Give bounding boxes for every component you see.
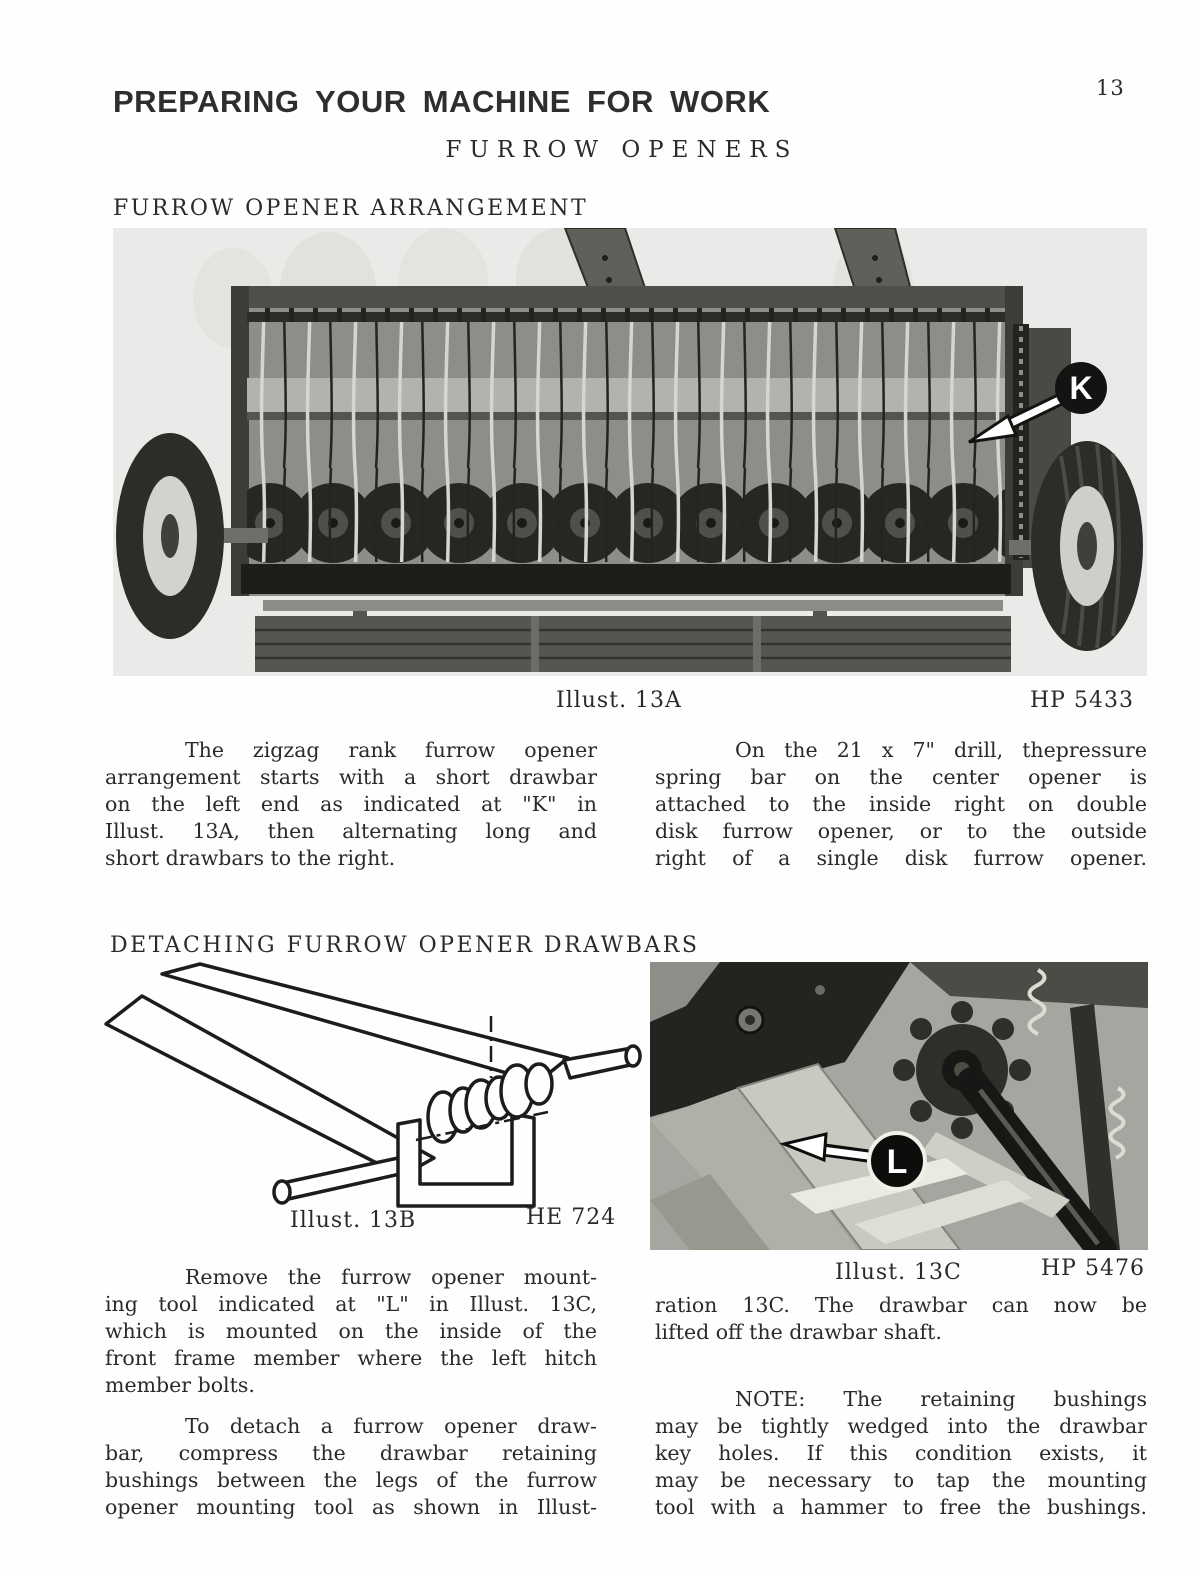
paragraph [655,737,1147,872]
text-line: spring bar on the center opener is [655,765,1147,789]
text-line: ration 13C. The drawbar can now be [655,1293,1147,1317]
detaching-right-column [655,1292,1147,1521]
mounting-tool-line-drawing [98,960,646,1210]
text-line: NOTE: The retaining bushings [735,1387,1147,1411]
text-line: may be necessary to tap the mounting [655,1468,1147,1492]
page-title: PREPARING YOUR MACHINE FOR WORK [113,84,771,119]
section-heading-arrangement: FURROW OPENER ARRANGEMENT [113,196,589,221]
text-line: attached to the inside right on double [655,792,1147,816]
figure-13a-caption: Illust. 13A [556,688,682,713]
mounting-tool-photo-illustration [650,962,1148,1250]
text-line: tool with a hammer to free the bushings. [655,1495,1147,1519]
text-line: right of a single disk furrow opener. [655,846,1147,870]
text-line: may be tightly wedged into the drawbar [655,1414,1147,1438]
text-line: on the left end as indicated at "K" in [105,792,597,816]
drill-rear-view-illustration [113,228,1147,676]
text-line: bushings between the legs of the furrow [105,1468,597,1492]
lower-skirt [241,564,1011,672]
callout-k-badge [1055,362,1107,414]
paragraph [105,1413,597,1521]
paragraph [105,1264,597,1399]
drive-chain-strip [1013,324,1029,560]
text-line: lifted off the drawbar shaft. [655,1320,942,1344]
page-number: 13 [1096,76,1125,100]
zigzag-drawbars [247,322,1005,562]
figure-13a-photo [113,228,1147,676]
figure-13a-code: HP 5433 [1030,688,1134,713]
text-line: Illust. 13A, then alternating long and [105,819,597,843]
detaching-left-column [105,1264,597,1521]
paragraph [655,1292,1147,1346]
text-line: On the 21 x 7" drill, thepressure [735,738,1147,762]
paragraph [655,1386,1147,1521]
arrangement-left-column [105,737,597,872]
text-line: front frame member where the left hitch [105,1346,597,1370]
text-line: ing tool indicated at "L" in Illust. 13C, [105,1292,597,1316]
chapter-subtitle: FURROW OPENERS [445,137,799,163]
text-line: arrangement starts with a short drawbar [105,765,597,789]
figure-13b-code: HE 724 [526,1205,617,1230]
figure-13c-caption: Illust. 13C [835,1260,962,1285]
text-line: which is mounted on the inside of the [105,1319,597,1343]
figure-13c-photo [650,962,1148,1250]
callout-l-badge [869,1133,925,1189]
text-line: short drawbars to the right. [105,846,396,870]
text-line: The zigzag rank furrow opener [185,738,597,762]
figure-13b-caption: Illust. 13B [290,1208,417,1233]
text-line: To detach a furrow opener draw- [185,1414,597,1438]
paragraph [105,737,597,872]
arrangement-right-column [655,737,1147,872]
text-line: Remove the furrow opener mount- [185,1265,597,1289]
text-line: opener mounting tool as shown in Illust- [105,1495,597,1519]
text-line: disk furrow opener, or to the outside [655,819,1147,843]
callout-k-label: K [1069,370,1093,406]
figure-13c-code: HP 5476 [1041,1256,1145,1281]
callout-l-label: L [886,1143,908,1181]
text-line: bar, compress the drawbar retaining [105,1441,597,1465]
figure-13b-drawing [98,960,646,1210]
section-heading-detaching: DETACHING FURROW OPENER DRAWBARS [110,933,700,958]
text-line: key holes. If this condition exists, it [655,1441,1147,1465]
text-line: member bolts. [105,1373,255,1397]
